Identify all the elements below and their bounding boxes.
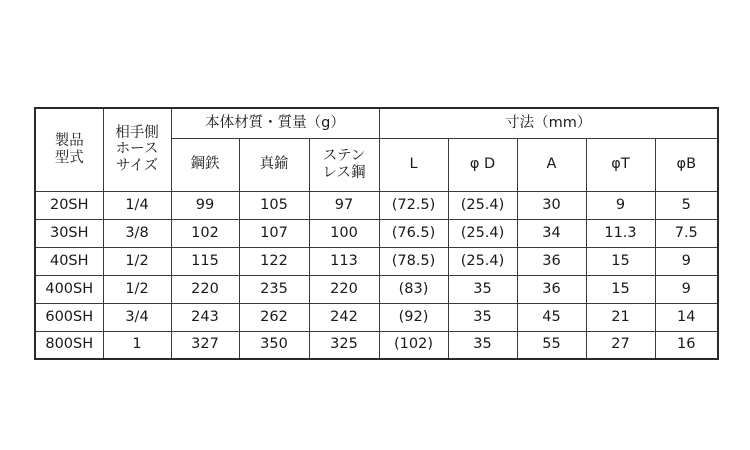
header-phi-B: φB [655, 138, 718, 191]
header-stainless-line-2: レス鋼 [322, 164, 366, 181]
cell-T: 9 [586, 191, 655, 219]
cell-brass: 350 [239, 331, 309, 359]
cell-steel: 243 [171, 303, 239, 331]
header-brass [239, 138, 309, 191]
cell-hose: 3/4 [103, 303, 171, 331]
cell-model: 600SH [35, 303, 103, 331]
cell-model: 800SH [35, 331, 103, 359]
cell-hose: 1/2 [103, 247, 171, 275]
cell-T: 15 [586, 247, 655, 275]
cell-brass: 122 [239, 247, 309, 275]
cell-steel: 327 [171, 331, 239, 359]
cell-D: 35 [448, 331, 517, 359]
table-row [35, 247, 718, 275]
table-row [35, 219, 718, 247]
header-phi-D: φ D [448, 138, 517, 191]
table-row [35, 303, 718, 331]
cell-L: (72.5) [379, 191, 448, 219]
cell-B: 7.5 [655, 219, 718, 247]
cell-A: 36 [517, 275, 586, 303]
header-hose-size [103, 108, 171, 191]
header-hose-line-2: ホース [115, 141, 159, 158]
cell-hose: 1/4 [103, 191, 171, 219]
cell-hose: 1 [103, 331, 171, 359]
cell-L: (102) [379, 331, 448, 359]
cell-stainless: 220 [309, 275, 379, 303]
header-A: A [517, 138, 586, 191]
cell-L: (83) [379, 275, 448, 303]
cell-T: 21 [586, 303, 655, 331]
cell-brass: 262 [239, 303, 309, 331]
cell-A: 30 [517, 191, 586, 219]
cell-stainless: 97 [309, 191, 379, 219]
cell-L: (78.5) [379, 247, 448, 275]
header-row-1 [35, 108, 718, 138]
header-dimensions-group: 寸法（mm） [379, 108, 718, 138]
cell-stainless: 325 [309, 331, 379, 359]
cell-model: 40SH [35, 247, 103, 275]
cell-A: 55 [517, 331, 586, 359]
header-stainless-line-1: ステン [322, 147, 366, 164]
cell-L: (92) [379, 303, 448, 331]
cell-stainless: 113 [309, 247, 379, 275]
table-row [35, 275, 718, 303]
header-L: L [379, 138, 448, 191]
cell-T: 15 [586, 275, 655, 303]
cell-A: 34 [517, 219, 586, 247]
header-hose-line-1: 相手側 [115, 124, 159, 141]
header-phi-T: φT [586, 138, 655, 191]
cell-hose: 1/2 [103, 275, 171, 303]
cell-B: 9 [655, 275, 718, 303]
cell-steel: 220 [171, 275, 239, 303]
spec-table [34, 107, 719, 360]
cell-D: 35 [448, 275, 517, 303]
cell-steel: 115 [171, 247, 239, 275]
table-row [35, 331, 718, 359]
header-stainless [309, 138, 379, 191]
header-material-group: 本体材質・質量（g） [171, 108, 379, 138]
cell-model: 20SH [35, 191, 103, 219]
cell-L: (76.5) [379, 219, 448, 247]
cell-brass: 105 [239, 191, 309, 219]
cell-model: 30SH [35, 219, 103, 247]
cell-brass: 107 [239, 219, 309, 247]
cell-D: (25.4) [448, 247, 517, 275]
cell-B: 9 [655, 247, 718, 275]
table-body [35, 191, 718, 359]
cell-steel: 102 [171, 219, 239, 247]
cell-D: (25.4) [448, 219, 517, 247]
header-model-line-1: 製品 [54, 133, 84, 150]
header-hose-line-3: サイズ [115, 158, 159, 175]
cell-A: 36 [517, 247, 586, 275]
cell-brass: 235 [239, 275, 309, 303]
cell-T: 11.3 [586, 219, 655, 247]
cell-D: (25.4) [448, 191, 517, 219]
header-steel [171, 138, 239, 191]
cell-model: 400SH [35, 275, 103, 303]
cell-T: 27 [586, 331, 655, 359]
header-brass-label: 真鍮 [259, 156, 289, 173]
cell-stainless: 100 [309, 219, 379, 247]
cell-B: 5 [655, 191, 718, 219]
cell-hose: 3/8 [103, 219, 171, 247]
cell-B: 14 [655, 303, 718, 331]
cell-D: 35 [448, 303, 517, 331]
cell-steel: 99 [171, 191, 239, 219]
header-model [35, 108, 103, 191]
cell-A: 45 [517, 303, 586, 331]
table-row [35, 191, 718, 219]
cell-B: 16 [655, 331, 718, 359]
cell-stainless: 242 [309, 303, 379, 331]
header-model-line-2: 型式 [54, 149, 84, 166]
header-steel-label: 鋼鉄 [190, 156, 220, 173]
